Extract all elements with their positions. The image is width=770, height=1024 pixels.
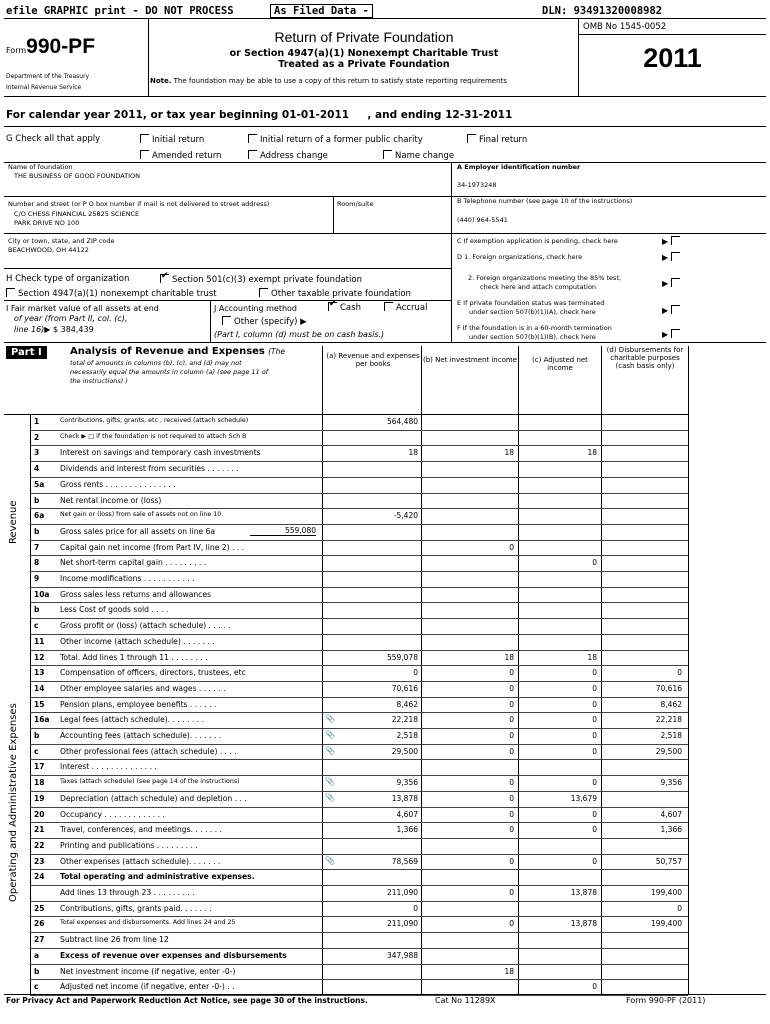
room-label: Room/suite	[337, 200, 374, 208]
row-value-a: 564,480	[386, 417, 418, 426]
form-header	[4, 19, 766, 97]
ein-value: 34-1973248	[457, 181, 497, 189]
row-number: 24	[34, 872, 45, 882]
initial-return-checkbox[interactable]: Initial return	[140, 134, 204, 145]
row-number: c	[34, 621, 39, 631]
row-number: 9	[34, 574, 40, 583]
row-label: Printing and publications . . . . . . . . .	[60, 840, 198, 850]
expenses-section-label: Operating and Administrative Expenses	[8, 703, 19, 902]
row-label: Interest on savings and temporary cash investments	[60, 448, 261, 458]
f-checkbox[interactable]	[671, 329, 680, 338]
form-number: 990-PF	[26, 35, 96, 58]
row-number: 15	[34, 699, 45, 709]
row-value-c: 0	[592, 982, 597, 992]
attachment-icon[interactable]: 📎	[325, 792, 335, 802]
row-number: a	[34, 950, 40, 960]
tax-year: 2011	[643, 43, 702, 73]
j-cash-checkbox[interactable]: ✔ Cash	[328, 302, 361, 313]
row-value-b: 0	[509, 778, 514, 788]
row-label: Dividends and interest from securities . . . . . . .	[60, 464, 239, 474]
privacy-notice: For Privacy Act and Paperwork Reduction Act Notice, see page 30 of the instructions.	[6, 996, 368, 1005]
row-label: Less Cost of goods sold . . . .	[60, 605, 169, 615]
e-arrow-icon: ▶	[662, 305, 683, 315]
row-label: Gross sales less returns and allowances	[60, 589, 211, 599]
omb-number: OMB No 1545-0052	[579, 19, 766, 35]
row-divider	[30, 948, 688, 949]
row-divider	[30, 979, 688, 980]
row-value-c: 0	[592, 558, 597, 568]
row-value-a: 70,616	[391, 683, 418, 693]
part1-badge: Part I	[6, 346, 47, 359]
row-value-c: 0	[592, 809, 597, 819]
row-value-c: 0	[592, 668, 597, 678]
row-divider	[30, 493, 688, 494]
row-number: b	[34, 526, 40, 536]
row-divider	[30, 869, 688, 870]
row-value-a: 0	[413, 903, 418, 913]
form-note: Note. The foundation may be able to use a copy of this return to satisfy state reporting requirements	[150, 77, 507, 85]
d1-checkbox[interactable]	[671, 252, 680, 261]
row-value-d: 2,518	[660, 731, 682, 740]
row-value-d: 1,366	[660, 825, 682, 835]
phone-value: (440) 964-5541	[457, 216, 508, 224]
row-number: 1	[34, 417, 40, 426]
f-arrow-icon: ▶	[662, 329, 683, 339]
row-value-c: 13,878	[570, 888, 597, 897]
row-value-d: 8,462	[660, 699, 682, 709]
row-divider	[30, 634, 688, 635]
cat-number: Cat No 11289X	[435, 996, 496, 1005]
i-value-line: line 16)▶ $ 384,439	[14, 325, 94, 334]
row-label: Accounting fees (attach schedule). . . . . . .	[60, 731, 222, 740]
row-number: 26	[34, 919, 45, 929]
j-other-checkbox[interactable]: Other (specify) ▶	[222, 316, 307, 327]
attachment-icon[interactable]: 📎	[325, 714, 335, 724]
row-divider	[30, 775, 688, 776]
final-return-checkbox[interactable]: Final return	[467, 134, 527, 145]
h-501-checkbox[interactable]: ✔ Section 501(c)(3) exempt private foundation	[160, 274, 362, 285]
row-value-a: 211,090	[386, 919, 418, 929]
row-divider	[30, 807, 688, 808]
row-value-a: 9,356	[396, 778, 418, 788]
row-label: Other income (attach schedule) . . . . . . .	[60, 636, 215, 646]
row-value-b: 18	[504, 448, 514, 458]
row-value-d: 199,400	[650, 919, 682, 929]
row-divider	[30, 838, 688, 839]
as-filed-label: As Filed Data -	[270, 4, 373, 18]
row-divider	[30, 885, 688, 886]
amended-return-checkbox[interactable]: Amended return	[140, 150, 221, 161]
row-value-b: 18	[504, 652, 514, 662]
row-number: 20	[34, 809, 45, 819]
row-label: Subtract line 26 from line 12	[60, 935, 169, 945]
row-number: 18	[34, 778, 45, 788]
row-label: Gross sales price for all assets on line 6a	[60, 526, 216, 536]
j-accrual-checkbox[interactable]: Accrual	[384, 302, 427, 313]
row-divider	[30, 430, 688, 431]
row-divider	[30, 932, 688, 933]
row-value-c: 0	[592, 778, 597, 788]
row-number: 8	[34, 558, 40, 568]
f-label2: under section 507(b)(1)(B), check here	[469, 333, 596, 341]
street-label: Number and street (or P O box number if mail is not delivered to street address)	[8, 200, 270, 208]
row-value-b: 0	[509, 542, 514, 552]
row-label: Legal fees (attach schedule). . . . . . . .	[60, 715, 204, 725]
c-label: C If exemption application is pending, check here	[457, 237, 618, 245]
street-line1: C/O CHESS FINANCIAL 25825 SCIENCE	[14, 210, 140, 218]
row-divider	[30, 854, 688, 855]
name-change-checkbox[interactable]: Name change	[383, 150, 454, 161]
row-number: b	[34, 731, 40, 740]
row-number: 19	[34, 793, 45, 803]
row-value-c: 13,878	[570, 919, 597, 929]
row-value-c: 0	[592, 731, 597, 740]
row-number: 7	[34, 542, 40, 552]
col-b-header: (b) Net investment income	[422, 356, 518, 364]
row-divider	[30, 445, 688, 446]
row-value-a: 211,090	[386, 888, 418, 897]
row-divider	[30, 508, 688, 509]
row-divider	[30, 665, 688, 666]
row-number: b	[34, 966, 40, 976]
f-label: F If the foundation is in a 60-month termination	[457, 324, 612, 332]
row-value-d: 199,400	[650, 888, 682, 897]
part1-desc1: total of amounts in columns (b), (c), and (d) may not	[70, 359, 242, 367]
row-value-d: 50,757	[655, 856, 682, 866]
row-divider	[30, 650, 688, 651]
i-value: $ 384,439	[52, 325, 94, 334]
row-value-a: 13,878	[391, 793, 418, 803]
d2-label: 2. Foreign organizations meeting the 85% test,	[468, 274, 622, 282]
row-value-a: 0	[413, 668, 418, 678]
d2-checkbox[interactable]	[671, 278, 680, 287]
row-value-a: 2,518	[396, 731, 418, 740]
row-label: Compensation of officers, directors, trustees, etc	[60, 668, 246, 678]
j-note: (Part I, column (d) must be on cash basis.)	[214, 330, 385, 339]
row-value-a: 22,218	[391, 715, 418, 725]
row-divider	[30, 901, 688, 902]
row-value-c: 0	[592, 699, 597, 709]
row-divider	[30, 759, 688, 760]
row-number: 5a	[34, 479, 45, 489]
row-divider	[30, 681, 688, 682]
row-number: 11	[34, 636, 45, 646]
row-divider	[30, 571, 688, 572]
col-d-header: (d) Disbursements for charitable purposes (cash basis only)	[606, 346, 684, 370]
j-label: J Accounting method	[214, 304, 298, 313]
row-label: Net short-term capital gain . . . . . . . . .	[60, 558, 207, 568]
attachment-icon[interactable]: 📎	[325, 730, 335, 739]
row-label: Depreciation (attach schedule) and depletion . . .	[60, 793, 247, 803]
row-label: Taxes (attach schedule) (see page 14 of the instructions)	[60, 778, 240, 786]
row-divider	[30, 540, 688, 541]
row-number: 16a	[34, 715, 50, 725]
row-value-d: 29,500	[655, 746, 682, 756]
foundation-name-label: Name of foundation	[8, 163, 73, 171]
row-value-b: 0	[509, 793, 514, 803]
row-label: Gross rents . . . . . . . . . . . . . . .	[60, 479, 176, 489]
row-value-b: 0	[509, 715, 514, 725]
part1-desc3: the instructions) )	[70, 377, 128, 385]
check-all-label: G Check all that apply	[6, 134, 101, 144]
attachment-icon[interactable]: 📎	[325, 745, 335, 755]
row-number: 14	[34, 683, 45, 693]
dept-line2: Internal Revenue Service	[6, 84, 82, 91]
row-extra-value: 559,080	[250, 526, 316, 536]
row-number: 23	[34, 856, 45, 866]
row-number: 27	[34, 935, 45, 945]
row-value-c: 0	[592, 715, 597, 725]
row-divider	[30, 791, 688, 792]
h-4947-checkbox[interactable]: Section 4947(a)(1) nonexempt charitable trust	[6, 288, 217, 299]
row-value-b: 0	[509, 699, 514, 709]
row-label: Check ▶ □ if the foundation is not required to attach Sch B	[60, 432, 247, 440]
form-reference: Form 990-PF (2011)	[626, 996, 706, 1005]
row-number: 10a	[34, 589, 50, 599]
row-value-d: 70,616	[655, 683, 682, 693]
row-divider	[30, 602, 688, 603]
row-label: Excess of revenue over expenses and disbursements	[60, 950, 287, 960]
row-label: Other expenses (attach schedule). . . . . . .	[60, 856, 221, 866]
row-number: 13	[34, 668, 45, 678]
form-title: Return of Private Foundation	[274, 29, 454, 45]
row-label: Interest . . . . . . . . . . . . . .	[60, 762, 157, 772]
row-label: Other professional fees (attach schedule) . . . .	[60, 746, 237, 756]
row-label: Add lines 13 through 23 . . . . . . . . .	[60, 888, 195, 897]
row-number: b	[34, 495, 40, 505]
row-value-a: -5,420	[393, 511, 418, 521]
row-value-a: 18	[408, 448, 418, 458]
row-number: 2	[34, 432, 40, 442]
row-label: Net rental income or (loss)	[60, 495, 162, 505]
row-number: 17	[34, 762, 45, 772]
row-divider	[30, 822, 688, 823]
col-c-header: (c) Adjusted net income	[532, 356, 588, 372]
row-label: Total expenses and disbursements. Add lines 24 and 25	[60, 919, 236, 927]
row-number: 22	[34, 840, 45, 850]
row-divider	[30, 964, 688, 965]
row-value-b: 0	[509, 825, 514, 835]
row-value-d: 9,356	[660, 778, 682, 788]
row-divider	[30, 697, 688, 698]
row-number: 21	[34, 825, 45, 835]
row-number: 4	[34, 464, 40, 474]
attachment-icon[interactable]: 📎	[325, 855, 335, 865]
row-divider	[30, 477, 688, 478]
row-number: 25	[34, 903, 45, 913]
row-value-b: 0	[509, 919, 514, 929]
h-label: H Check type of organization	[6, 274, 130, 284]
street-line2: PARK DRIVE NO 100	[14, 219, 80, 227]
row-value-b: 0	[509, 746, 514, 756]
row-label: Capital gain net income (from Part IV, line 2) . . .	[60, 542, 245, 552]
d1-arrow-icon: ▶	[662, 252, 683, 262]
form-label: Form	[6, 46, 27, 55]
e-label2: under section 507(b)(1)(A), check here	[469, 308, 596, 316]
row-value-a: 8,462	[396, 699, 418, 709]
row-divider	[30, 712, 688, 713]
form-subtitle2: Treated as a Private Foundation	[278, 59, 450, 70]
row-value-b: 0	[509, 668, 514, 678]
ein-label: A Employer identification number	[457, 163, 581, 171]
row-value-c: 0	[592, 746, 597, 756]
row-label: Pension plans, employee benefits . . . . . .	[60, 699, 217, 709]
d1-label: D 1. Foreign organizations, check here	[457, 253, 583, 261]
row-divider	[30, 744, 688, 745]
row-label: Travel, conferences, and meetings. . . . . . .	[60, 825, 222, 835]
row-number: 6a	[34, 511, 45, 521]
row-number: 12	[34, 652, 45, 662]
city-label: City or town, state, and ZIP code	[8, 237, 115, 245]
col-a-header: (a) Revenue and expenses per books	[326, 352, 420, 368]
row-divider	[30, 916, 688, 917]
row-value-c: 0	[592, 856, 597, 866]
row-label: Total operating and administrative expenses.	[60, 872, 255, 882]
row-label: Contributions, gifts, grants, etc , received (attach schedule)	[60, 417, 249, 424]
row-value-c: 0	[592, 683, 597, 693]
row-value-d: 0	[677, 903, 682, 913]
row-divider	[30, 555, 688, 556]
row-value-a: 78,569	[391, 856, 418, 866]
form-subtitle1: or Section 4947(a)(1) Nonexempt Charitable Trust	[229, 48, 499, 59]
row-label: Other employee salaries and wages . . . . . .	[60, 683, 226, 693]
row-value-b: 0	[509, 888, 514, 897]
row-number: c	[34, 746, 39, 756]
row-value-d: 0	[677, 668, 682, 678]
row-label: Adjusted net income (if negative, enter -0-) . .	[60, 982, 235, 992]
row-value-b: 0	[509, 809, 514, 819]
attachment-icon[interactable]: 📎	[325, 777, 335, 787]
c-arrow-icon: ▶	[662, 236, 683, 246]
initial-former-checkbox[interactable]: Initial return of a former public charity	[248, 134, 423, 145]
row-value-b: 0	[509, 731, 514, 740]
row-value-a: 29,500	[391, 746, 418, 756]
address-change-checkbox[interactable]: Address change	[248, 150, 328, 161]
row-value-c: 18	[587, 448, 597, 458]
h-other-checkbox[interactable]: Other taxable private foundation	[259, 288, 411, 299]
row-value-c: 18	[587, 652, 597, 662]
row-label: Occupancy . . . . . . . . . . . . .	[60, 809, 165, 819]
row-value-b: 0	[509, 683, 514, 693]
row-label: Gross profit or (loss) (attach schedule) . . . . .	[60, 621, 231, 631]
row-divider	[30, 461, 688, 462]
efile-label: efile GRAPHIC print - DO NOT PROCESS	[6, 5, 234, 17]
dept-line1: Department of the Treasury	[6, 73, 90, 80]
row-value-b: 18	[504, 966, 514, 976]
d2-arrow-icon: ▶	[662, 278, 683, 288]
c-checkbox[interactable]	[671, 236, 680, 245]
row-value-a: 1,366	[396, 825, 418, 835]
row-number: b	[34, 605, 40, 615]
i-label2: of year (from Part II, col. (c),	[14, 314, 128, 323]
row-number: 3	[34, 448, 40, 458]
row-number: c	[34, 982, 39, 992]
row-divider	[30, 728, 688, 729]
row-divider	[30, 524, 688, 525]
row-value-c: 0	[592, 825, 597, 835]
calendar-year-line: For calendar year 2011, or tax year beginning 01-01-2011 , and ending 12-31-2011	[6, 109, 513, 121]
row-label: Net investment income (if negative, enter -0-)	[60, 966, 236, 976]
row-value-d: 4,607	[660, 809, 682, 819]
row-divider	[30, 618, 688, 619]
row-divider	[30, 587, 688, 588]
d2-label2: check here and attach computation	[480, 283, 597, 291]
row-label: Contributions, gifts, grants paid. . . . . . .	[60, 903, 212, 913]
foundation-name: THE BUSINESS OF GOOD FOUNDATION	[14, 172, 141, 180]
row-value-b: 0	[509, 856, 514, 866]
revenue-section-label: Revenue	[8, 500, 19, 544]
row-value-c: 13,679	[570, 793, 597, 803]
e-checkbox[interactable]	[671, 305, 680, 314]
row-value-a: 347,988	[386, 950, 418, 960]
phone-label: B Telephone number (see page 10 of the instructions)	[457, 197, 633, 205]
part1-desc2: necessarily equal the amounts in column (a) (see page 11 of	[70, 368, 269, 376]
row-label: Income modifications . . . . . . . . . . .	[60, 574, 195, 583]
row-value-d: 22,218	[655, 715, 682, 725]
city-value: BEACHWOOD, OH 44122	[8, 246, 89, 254]
row-label: Total. Add lines 1 through 11 . . . . . . . .	[60, 652, 208, 662]
e-label: E If private foundation status was terminated	[457, 299, 605, 307]
dln-label: DLN: 93491320008982	[542, 5, 663, 17]
efile-header	[4, 4, 766, 19]
row-value-a: 4,607	[396, 809, 418, 819]
row-label: Net gain or (loss) from sale of assets not on line 10	[60, 511, 222, 519]
part1-title: Analysis of Revenue and Expenses (The	[70, 346, 285, 357]
row-value-a: 559,078	[386, 652, 418, 662]
i-label: I Fair market value of all assets at end	[6, 304, 159, 313]
